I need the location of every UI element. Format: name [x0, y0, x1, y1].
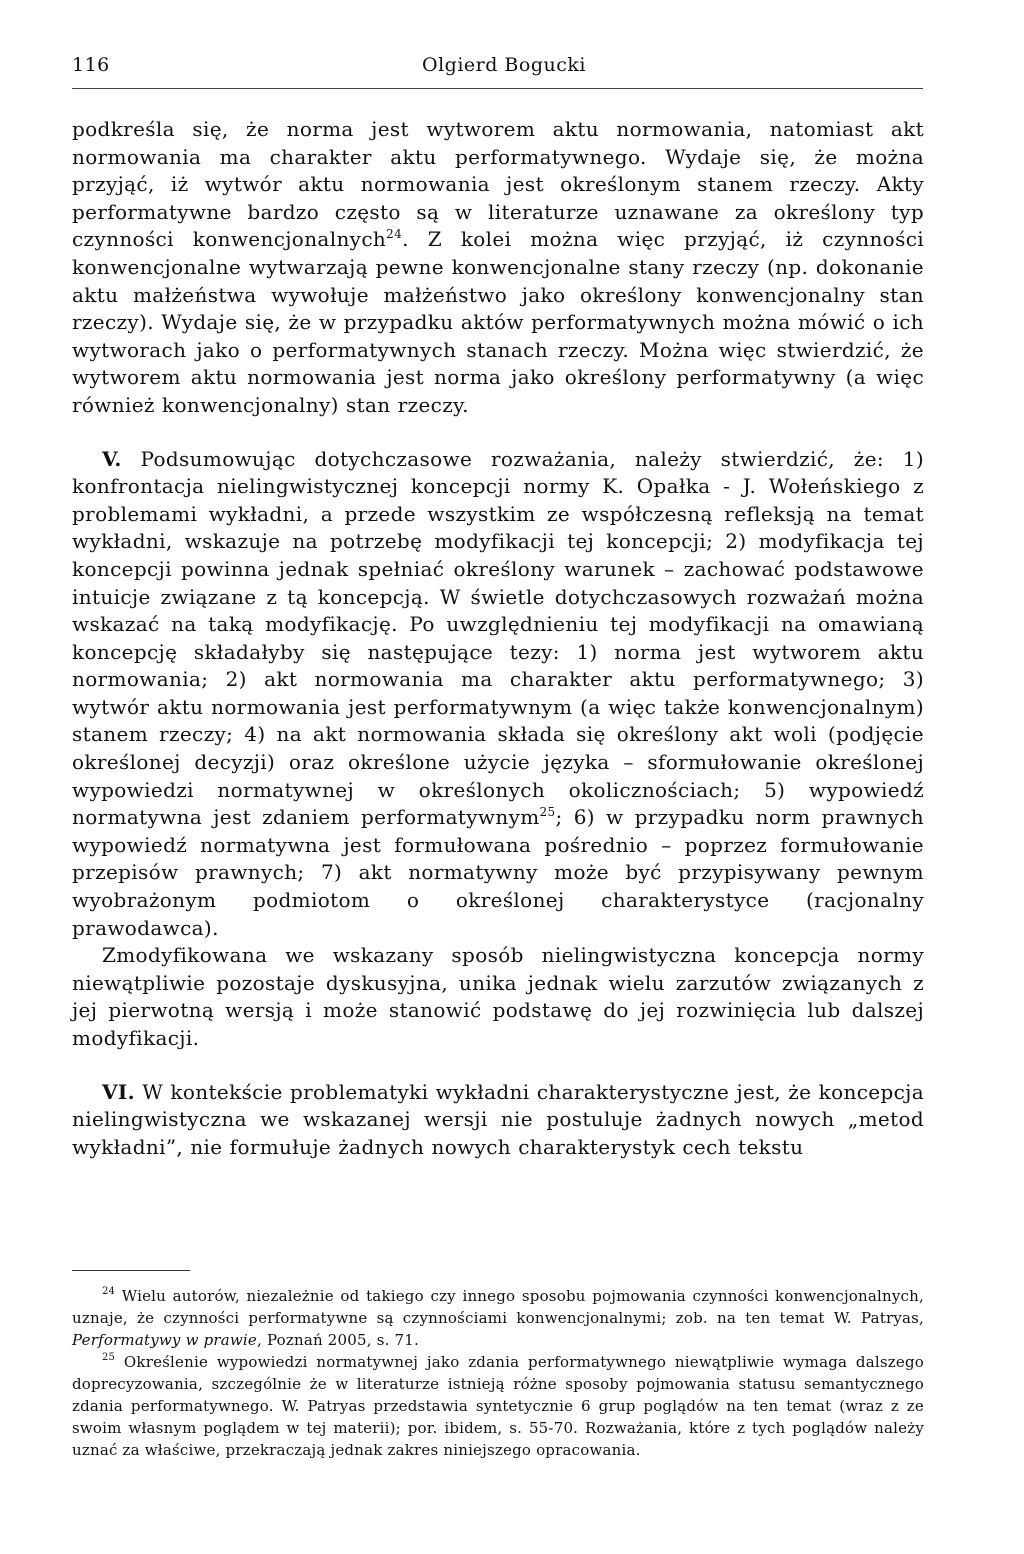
footnote-24 [72, 1285, 924, 1351]
footnote-ref-24[interactable]: 24 [386, 226, 403, 241]
footnote-number: 24 [102, 1286, 116, 1297]
page-number: 116 [72, 54, 110, 76]
footnote-ref-25[interactable]: 25 [539, 804, 556, 819]
footnote-text: Określenie wypowiedzi normatywnej jako zdania performatywnego niewątpliwie wymaga dalszego doprecyzowania, szczególnie że w literaturze istnieją różne sposoby pojmowania statusu semantycznego zdania performatywnego. W. Patryas przedstawia syntetycznie 6 grup poglądów na ten temat (wraz z ze swoim własnym poglądem w tej materii); por. ibidem, s. 55-70. Rozważania, które z tych poglądów należy uznać za właściwe, przekraczają jednak zakres niniejszego opracowania. [72, 1353, 924, 1459]
footnote-text: Wielu autorów, niezależnie od takiego czy innego sposobu pojmowania czynności konwencjonalnych, uznaje, że czynności performatywne są czynnościami konwencjonalnymi; zob. na ten temat W. Patryas, [72, 1287, 924, 1327]
text-segment: podkreśla się, że norma jest wytworem aktu normowania, natomiast akt normowania ma charakter aktu performatywnego. Wydaje się, że można przyjąć, iż wytwór aktu normowania jest określonym stanem rzeczy. Akty performatywne bardzo często są w literaturze uznawane za określony typ czynności konwencjonalnych [72, 117, 924, 252]
footnote-text: , Poznań 2005, s. 71. [257, 1331, 420, 1349]
footnotes [72, 1285, 924, 1461]
footnote-separator [72, 1270, 190, 1271]
text-segment: ; 6) w przypadku norm prawnych wypowiedź normatywna jest formułowana pośrednio – poprzez formułowanie przepisów prawnych; 7) akt normatywny może być przypisywany pewnym wyobrażonym podmiotom o określonej charakterystyce (racjonalny prawodawca). [72, 805, 924, 940]
paragraph-modified-concept: Zmodyfikowana we wskazany sposób nielingwistyczna koncepcja normy niewątpliwie pozostaje dyskusyjna, unika jednak wielu zarzutów związanych z jej pierwotną wersją i może stanowić podstawę do jej rozwinięcia lub dalszej modyfikacji. [72, 943, 924, 1050]
main-text [72, 116, 924, 1161]
cited-title: Performatywy w prawie [72, 1331, 258, 1349]
paragraph-continued [72, 116, 924, 420]
page-header [72, 52, 923, 89]
text-segment: . Z kolei można więc przyjąć, iż czynności konwencjonalne wytwarzają pewne konwencjonalne stany rzeczy (np. dokonanie aktu małżeństwa wywołuje małżeństwo jako określony konwencjonalny stan rzeczy). Wydaje się, że w przypadku aktów performatywnych można mówić o ich wytworach jako o performatywnych stanach rzeczy. Można więc stwierdzić, że wytworem aktu normowania jest norma jako określony performatywny (a więc również konwencjonalny) stan rzeczy. [72, 227, 924, 417]
footnote-25 [72, 1351, 924, 1461]
text-segment: W kontekście problematyki wykładni charakterystyczne jest, że koncepcja nielingwistyczna we wskazanej wersji nie postuluje żadnych nowych „metod wykładni”, nie formułuje żadnych nowych charakterystyk cech tekstu [72, 1079, 924, 1159]
footnote-number: 25 [102, 1352, 116, 1363]
text-segment: Podsumowując dotychczasowe rozważania, należy stwierdzić, że: 1) konfrontacja nielingwistycznej koncepcji normy K. Opałka - J. Wołeńskiego z problemami wykładni, a przede wszystkim ze współczesną refleksją na temat wykładni, wskazuje na potrzebę modyfikacji tej koncepcji; 2) modyfikacja tej koncepcji powinna jednak spełniać określony warunek – zachować podstawowe intuicje związane z tą koncepcją. W świetle dotychczasowych rozważań można wskazać na taką modyfikację. Po uwzględnieniu tej modyfikacji na omawianą koncepcję składałyby się następujące tezy: 1) norma jest wytworem aktu normowania; 2) akt normowania ma charakter aktu performatywnego; 3) wytwór aktu normowania jest performatywnym (a więc także konwencjonalnym) stanem rzeczy; 4) na akt normowania składa się określony akt woli (podjęcie określonej decyzji) oraz określone użycie języka – sformułowanie określonej wypowiedzi normatywnej w określonych okolicznościach; 5) wypowiedź normatywna jest zdaniem performatywnym [72, 446, 924, 830]
spacer [72, 1053, 924, 1079]
section-number: V. [102, 446, 122, 471]
running-title: Olgierd Bogucki [422, 54, 586, 76]
spacer [72, 420, 924, 446]
section-v-paragraph [72, 446, 924, 943]
section-number: VI. [102, 1079, 135, 1104]
section-vi-paragraph [72, 1079, 924, 1162]
